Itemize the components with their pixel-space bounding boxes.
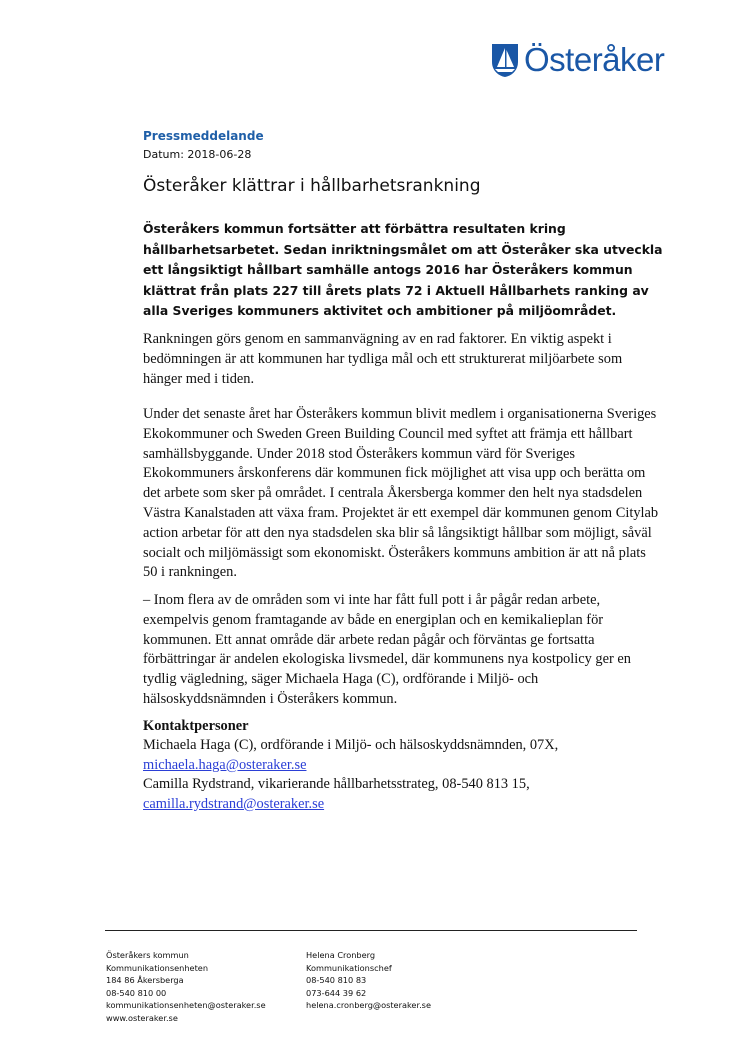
footer-contact-phone: 08-540 810 83	[306, 975, 367, 986]
footer-org-phone: 08-540 810 00	[106, 987, 167, 998]
document-date: Datum: 2018-06-28	[143, 148, 252, 161]
footer-org-unit: Kommunikationsenheten	[106, 962, 209, 973]
sailboat-shield-icon	[490, 42, 520, 78]
footer-org-name: Österåkers kommun	[106, 950, 189, 960]
contacts-section	[143, 717, 663, 814]
footer-organization	[106, 949, 266, 1025]
contact-person-1: Michaela Haga (C), ordförande i Miljö- och hälsoskyddsnämnden, 07X,	[143, 737, 559, 754]
footer-org-website: www.osteraker.se	[106, 1012, 178, 1023]
logo-text: Österåker	[524, 41, 665, 78]
footer-org-address: 184 86 Åkersberga	[106, 975, 184, 986]
footer-contact-mobile: 073-644 39 62	[306, 987, 367, 998]
footer-org-email: kommunikationsenheten@osteraker.se	[106, 1000, 266, 1011]
footer-divider	[105, 930, 637, 931]
osteraker-logo	[490, 40, 664, 80]
contact-email-link-2[interactable]: camilla.rydstrand@osteraker.se	[143, 795, 325, 812]
body-paragraph-2: Under det senaste året har Österåkers kommun blivit medlem i organisationerna Sveriges Ekokommuner och Sweden Green Building Council med syftet att främja ett hållbart samhällsbyggande. Under 2018 stod Österåkers kommun värd för Sveriges Ekokommuners årskonferens där kommunen fick möjlighet att visa upp och berätta om det arbete som sker på området. I centrala Åkersberga kommer den helt nya stadsdelen Västra Kanalstaden att växa fram. Projektet är ett exempel där kommunen genom Citylab action arbetar för att den nya stadsdelen ska blir så långsiktigt hållbar som möjligt, såväl socialt och miljömässigt som ekonomiskt. Österåkers kommuns ambition är att nå plats 50 i rankningen.	[143, 406, 659, 581]
footer-contact-name: Helena Cronberg	[306, 950, 376, 960]
footer-contact-email: helena.cronberg@osteraker.se	[306, 1000, 431, 1011]
footer-contact-role: Kommunikationschef	[306, 962, 392, 973]
document-title: Österåker klättrar i hållbarhetsrankning	[143, 176, 481, 196]
body-paragraph-3: – Inom flera av de områden som vi inte har fått full pott i år pågår redan arbete, exempelvis genom framtagande av både en energiplan och en kemikalieplan för kommunen. Ett annat område där arbete redan pågår och förväntas ge fortsatta förbättringar är andelen ekologiska livsmedel, där kommunens nya kostpolicy ger en tydlig vägledning, säger Michaela Haga (C), ordförande i Miljö- och hälsoskyddsnämnden i Österåkers kommun.	[143, 592, 631, 707]
body-paragraph-1: Rankningen görs genom en sammanvägning av en rad faktorer. En viktig aspekt i bedömningen är att kommunen har tydliga mål och ett strukturerat miljöarbete som hänger med i tiden.	[143, 331, 623, 387]
footer-contact	[306, 949, 431, 1012]
contacts-heading: Kontaktpersoner	[143, 718, 249, 734]
contact-email-link-1[interactable]: michaela.haga@osteraker.se	[143, 756, 307, 773]
document-type-label: Pressmeddelande	[143, 129, 264, 143]
lead-paragraph: Österåkers kommun fortsätter att förbättra resultaten kring hållbarhetsarbetet. Sedan inriktningsmålet om att Österåker ska utveckla ett långsiktigt hållbart samhälle antogs 2016 har Österåkers kommun klättrat från plats 227 till årets plats 72 i Aktuell Hållbarhets ranking av alla Sveriges kommuners aktivitet och ambitioner på miljöområdet.	[143, 221, 663, 318]
contact-person-2: Camilla Rydstrand, vikarierande hållbarhetsstrateg, 08-540 813 15,	[143, 776, 530, 793]
